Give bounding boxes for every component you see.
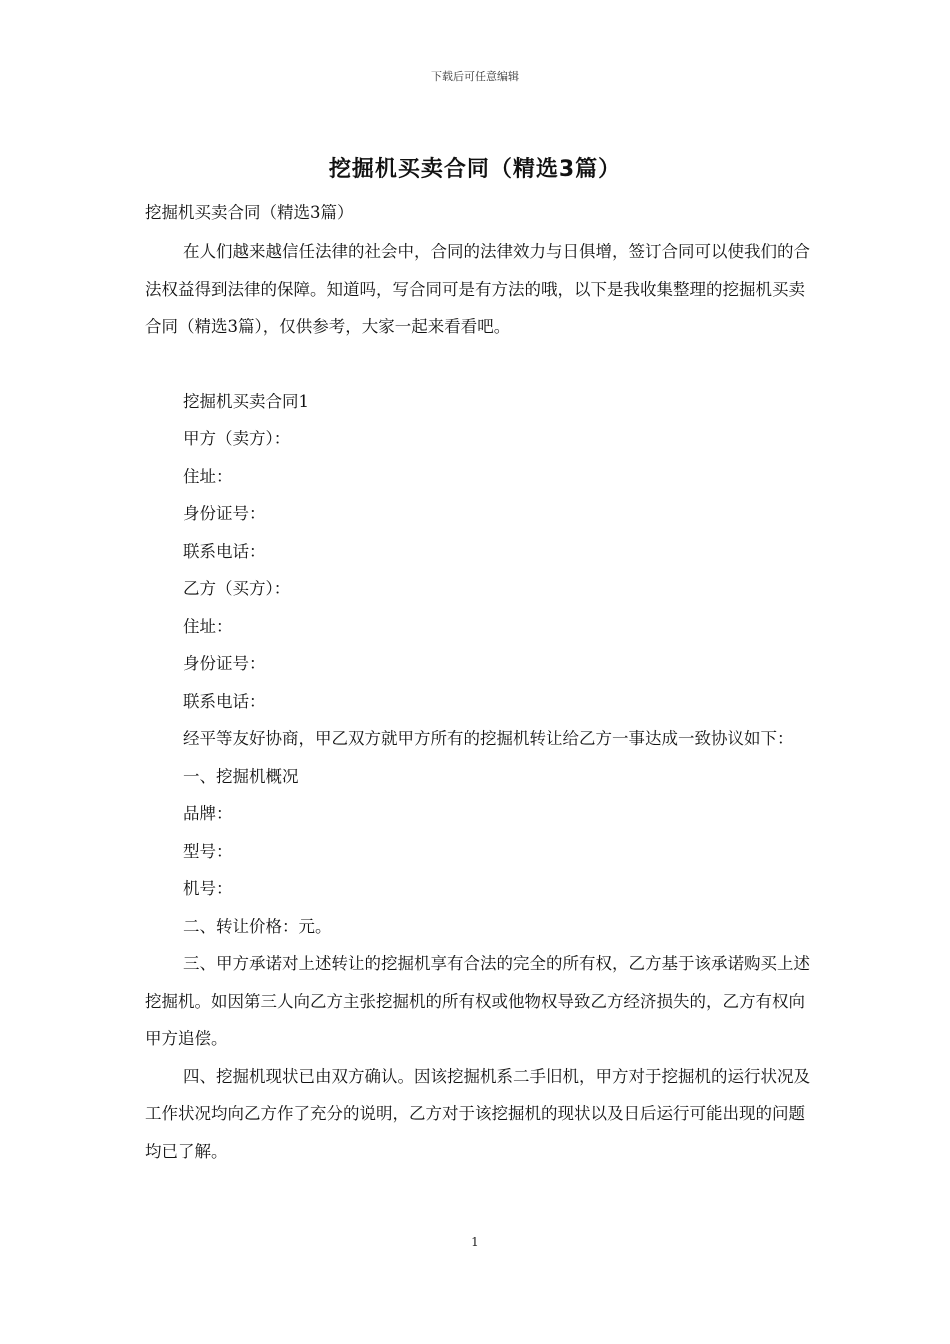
party-a-id: 身份证号： bbox=[183, 504, 266, 523]
party-b-label: 乙方（买方）： bbox=[183, 579, 291, 598]
document-body bbox=[145, 199, 810, 1170]
model-field: 型号： bbox=[183, 841, 233, 861]
party-b-phone: 联系电话： bbox=[183, 691, 266, 711]
clause-2: 二、转让价格：元。 bbox=[183, 916, 332, 936]
document-subtitle: 挖掘机买卖合同（精选3篇） bbox=[145, 203, 354, 222]
clause-3: 三、甲方承诺对上述转让的挖掘机享有合法的完全的所有权，乙方基于该承诺购买上述挖掘机。如因第三人向乙方主张挖掘机的所有权或他物权导致乙方经济损失的，乙方有权向甲方追偿。 bbox=[145, 954, 810, 1048]
clause-1-heading: 一、挖掘机概况 bbox=[183, 766, 299, 786]
party-b-address: 住址： bbox=[183, 616, 233, 636]
document-title: 挖掘机买卖合同（精选3篇） bbox=[328, 157, 622, 182]
page-number: 1 bbox=[471, 1235, 479, 1249]
paragraph-spacer bbox=[145, 346, 810, 383]
clause-4: 四、挖掘机现状已由双方确认。因该挖掘机系二手旧机，甲方对于挖掘机的运行状况及工作状况均向乙方作了充分的说明，乙方对于该挖掘机的现状以及日后运行可能出现的问题均已了解。 bbox=[145, 1066, 810, 1161]
agreement-paragraph: 经平等友好协商，甲乙双方就甲方所有的挖掘机转让给乙方一事达成一致协议如下： bbox=[183, 729, 794, 748]
party-a-address: 住址： bbox=[183, 466, 233, 486]
party-a-phone: 联系电话： bbox=[183, 541, 266, 561]
intro-paragraph: 在人们越来越信任法律的社会中，合同的法律效力与日俱增，签订合同可以使我们的合法权益得到法律的保障。知道吗，写合同可是有方法的哦，以下是我收集整理的挖掘机买卖合同（精选3篇），仅供参考，大家一起来看看吧。 bbox=[145, 242, 810, 336]
header-note: 下载后可任意编辑 bbox=[431, 70, 519, 83]
machine-number-field: 机号： bbox=[183, 879, 233, 898]
party-a-label: 甲方（卖方）： bbox=[183, 429, 291, 448]
party-b-id: 身份证号： bbox=[183, 654, 266, 673]
brand-field: 品牌： bbox=[183, 804, 233, 823]
section-heading: 挖掘机买卖合同1 bbox=[183, 391, 309, 411]
